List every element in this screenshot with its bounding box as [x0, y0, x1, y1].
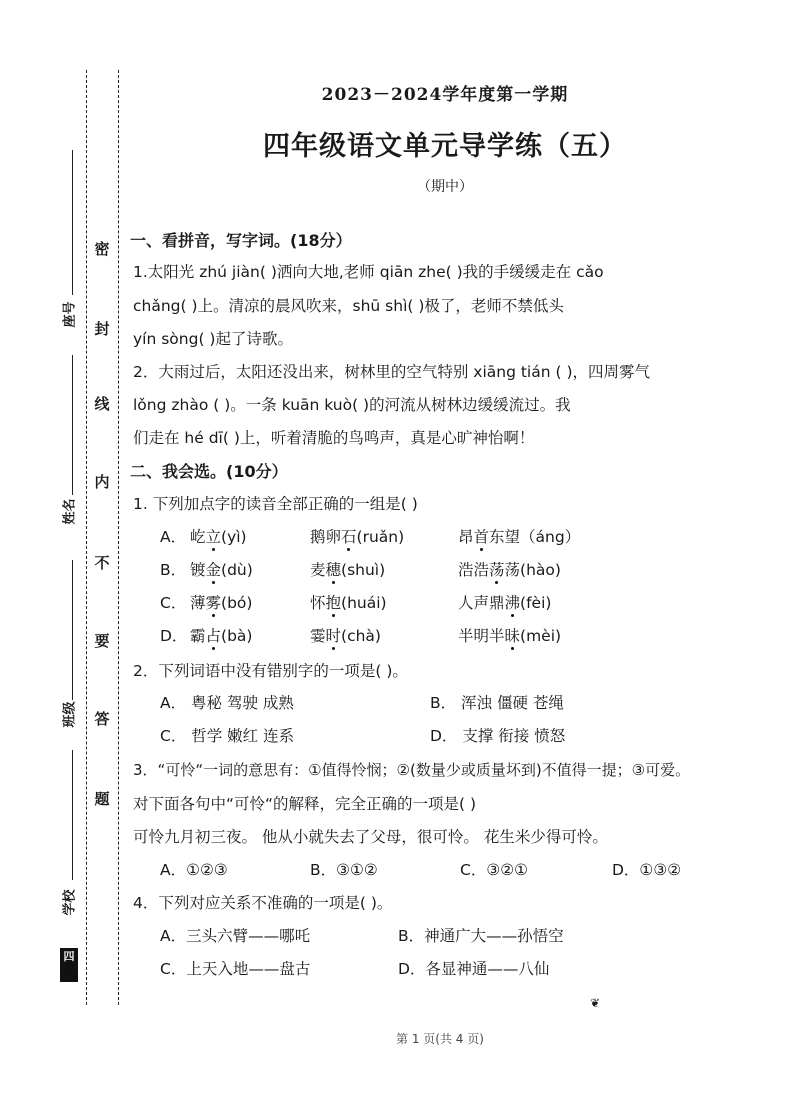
q3-option: B．③①②: [310, 861, 378, 879]
section1-heading: 一、看拼音，写字词。(18分）: [130, 231, 352, 250]
q1-option-item: [190, 591, 252, 613]
q1-item-rest: 荡荡(hào): [489, 561, 561, 579]
q1-item-rest: 昧(mèi): [504, 627, 562, 645]
q1-option-label: D．: [160, 627, 188, 645]
q1-item-rest: 立(yì): [205, 528, 247, 546]
seal-char: 密: [94, 240, 110, 258]
q1-option-item: [310, 525, 404, 547]
page-tab-badge: 四: [60, 948, 78, 982]
q1-option-item: [458, 624, 561, 646]
q1-option-label: A．: [160, 528, 187, 546]
q4-stem: 4．下列对应关系不准确的一项是( )。: [133, 894, 393, 912]
pinyin-line: 1.太阳光 zhú jiàn( )洒向大地,老师 qiān zhe( )我的手缓缓走在 cǎo: [133, 263, 604, 281]
q3-option: C．③②①: [460, 861, 529, 879]
q1-item-prefix: 昂: [458, 528, 474, 546]
seal-char: 不: [94, 554, 110, 572]
emphasis-char: 荡: [489, 561, 505, 579]
pinyin-line: 2．大雨过后，太阳还没出来，树林里的空气特别 xiāng tián ( )，四周雾气: [133, 363, 651, 381]
q1-item-prefix: 人声鼎: [458, 594, 505, 612]
emphasis-char: 占: [205, 627, 222, 645]
q1-item-prefix: 麦: [310, 561, 326, 579]
q1-option-label: C．: [160, 594, 187, 612]
q1-item-rest: 占(bà): [205, 627, 253, 645]
school-year: 2023－2024学年度第一学期: [321, 85, 569, 105]
q1-item-prefix: 半明半: [458, 627, 505, 645]
q1-option-item: [310, 591, 387, 613]
q3-option: D．①③②: [612, 861, 682, 879]
q1-item-rest: 雾(bó): [205, 594, 253, 612]
emphasis-char: 石: [341, 528, 357, 546]
pinyin-line: lǒng zhào ( )。一条 kuān kuò( )的河流从树林边缓缓流过。我: [133, 396, 571, 414]
pinyin-line: chǎng( )上。清凉的晨风吹来，shū shì( )极了，老师不禁低头: [133, 297, 564, 315]
q1-item-prefix: 镀: [190, 561, 206, 579]
pinyin-line: 们走在 hé dī( )上，听着清脆的鸟鸣声，真是心旷神怡啊！: [133, 429, 535, 447]
q3-stem: 对下面各句中“可怜“的解释，完全正确的一项是( ): [133, 795, 477, 813]
name-label: 姓名: [62, 498, 78, 525]
q1-option-label: B．: [160, 561, 187, 579]
emphasis-char: 抱: [325, 594, 342, 612]
q3-stem: 3．“可怜“一词的意思有：①值得怜悯；②(数量少或质量坏到)不值得一提；③可爱。: [133, 761, 691, 779]
q1-option-item: [458, 525, 580, 547]
emphasis-char: 金: [205, 561, 222, 579]
emphasis-char: 立: [205, 528, 222, 546]
section2-heading: 二、我会选。(10分）: [130, 462, 288, 481]
q4-option: D．各显神通——八仙: [398, 960, 550, 978]
seal-char: 要: [94, 632, 110, 650]
binding-dashed-line-outer: [86, 70, 87, 1005]
emphasis-char: 穗: [325, 561, 342, 579]
q1-item-rest: 石(ruǎn): [341, 528, 405, 546]
seal-char: 封: [94, 320, 110, 338]
class-line[interactable]: [72, 560, 73, 700]
class-label: 班级: [62, 701, 78, 728]
q1-option-item: [458, 558, 561, 580]
emphasis-char: 雾: [205, 594, 222, 612]
q3-sentences: 可怜九月初三夜。 他从小就失去了父母，很可怜。 花生米少得可怜。: [133, 828, 608, 846]
q2-option: C． 哲学 嫩红 连系: [160, 727, 295, 745]
q1-item-rest: 金(dù): [205, 561, 253, 579]
q4-option: B．神通广大——孙悟空: [398, 927, 564, 945]
q1-item-prefix: 屹: [190, 528, 206, 546]
q1-item-prefix: 怀: [310, 594, 326, 612]
q1-option-item: [190, 525, 247, 547]
page-footer: 第 1 页(共 4 页): [396, 1032, 484, 1046]
q1-item-rest: 沸(fèi): [504, 594, 552, 612]
binding-dashed-line-inner: [118, 70, 119, 1005]
q1-item-prefix: 霎: [310, 627, 326, 645]
seal-char: 线: [94, 395, 110, 413]
q1-option-item: [190, 624, 252, 646]
school-line[interactable]: [72, 750, 73, 880]
q2-option: A． 粤秘 驾驶 成熟: [160, 694, 294, 712]
q1-item-rest: 首东望（áng）: [473, 528, 581, 546]
name-line[interactable]: [72, 355, 73, 495]
emphasis-char: 首: [473, 528, 490, 546]
q1-item-prefix: 薄: [190, 594, 206, 612]
q1-item-rest: 时(chà): [325, 627, 381, 645]
school-label: 学校: [62, 889, 78, 916]
seal-char: 答: [94, 710, 110, 728]
page-subtitle: （期中）: [417, 179, 473, 195]
q2-stem: 2．下列词语中没有错别字的一项是( )。: [133, 662, 408, 680]
seal-char: 题: [94, 790, 110, 808]
q1-item-rest: 穗(shuì): [325, 561, 386, 579]
q1-item-prefix: 霸: [190, 627, 206, 645]
emphasis-char: 沸: [504, 594, 521, 612]
ornament-mark: ❦: [590, 996, 601, 1010]
q1-stem: 1. 下列加点字的读音全部正确的一组是( ): [133, 495, 418, 513]
q1-item-prefix: 鹅卵: [310, 528, 342, 546]
q2-option: B． 浑浊 僵硬 苍绳: [430, 694, 564, 712]
emphasis-char: 时: [325, 627, 342, 645]
q4-option: C．上天入地——盘古: [160, 960, 311, 978]
q1-item-prefix: 浩浩: [458, 561, 490, 579]
pinyin-line: yín sòng( )起了诗歌。: [133, 330, 293, 348]
q2-option: D． 支撑 衔接 愤怒: [430, 727, 566, 745]
emphasis-char: 昧: [504, 627, 521, 645]
seat-label: 座号: [62, 301, 78, 328]
q1-option-item: [310, 624, 381, 646]
q1-option-item: [458, 591, 551, 613]
q1-item-rest: 抱(huái): [325, 594, 387, 612]
page-title: 四年级语文单元导学练（五）: [263, 131, 627, 162]
q3-option: A．①②③: [160, 861, 228, 879]
q1-option-item: [310, 558, 385, 580]
seat-line[interactable]: [72, 150, 73, 295]
seal-char: 内: [94, 473, 110, 491]
q1-option-item: [190, 558, 253, 580]
q4-option: A．三头六臂——哪吒: [160, 927, 311, 945]
